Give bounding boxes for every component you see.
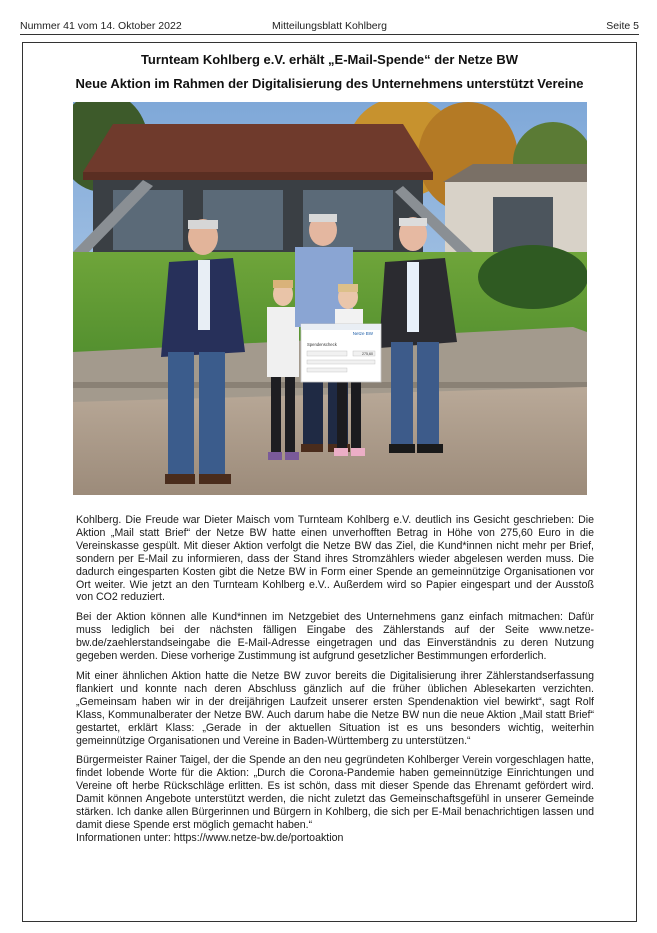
article-paragraph-2: Bei der Aktion können alle Kund*innen im Netzgebiet des Unternehmens ganz einfach mitmachen: Dafür muss lediglich bei der nächsten fälligen Eingabe des Zählerstands auf der Seite www.netze-bw.de/zaehlerstandseingabe die E-Mail-Adresse eingetragen und das Einverständnis zu deren Nutzung gegeben werden. Diese vorherige Zustimmung ist aufgrund gesetzlicher Bestimmungen erforderlich. (76, 611, 594, 663)
page-header (20, 18, 639, 34)
check-title: Spendenscheck (307, 342, 337, 347)
article-title: Turnteam Kohlberg e.V. erhält „E-Mail-Spende“ der Netze BW (140, 52, 519, 67)
info-link: Informationen unter: https://www.netze-bw.de/portoaktion (76, 831, 344, 844)
page-number: Seite 5 (606, 20, 639, 32)
article-body (76, 514, 594, 845)
article-photo (73, 102, 587, 495)
publication-name: Mitteilungsblatt Kohlberg (272, 20, 387, 32)
article-paragraph-1: Kohlberg. Die Freude war Dieter Maisch vom Turnteam Kohlberg e.V. deutlich ins Gesicht geschrieben: Die Aktion „Mail statt Brief“ der Netze BW hatte einen unverhofften Betrag in Höhe von 275,60 Euro in die Vereinskasse gespült. Mit dieser Aktion verfolgt die Netze BW das Ziel, die Kund*innen nicht mehr per Brief, sondern per E-Mail zu informieren, dass der Stand ihres Stromzählers wieder abgelesen werden muss. Die dadurch eingesparten Kosten gibt die Netze BW in Form einer Spende an gemeinnützige Organisationen vor Ort weiter. Wie jetzt an den Turnteam Kohlberg e.V.. Außerdem wird so Papier eingespart und der Ausstoß von CO2 reduziert. (76, 514, 594, 604)
check-amount: 275,60 (362, 352, 373, 357)
header-divider (20, 34, 639, 35)
article-paragraph-4: Bürgermeister Rainer Taigel, der die Spende an den neu gegründeten Kohlberger Verein vorgeschlagen hatte, findet lobende Worte für die Aktion: „Durch die Corona-Pandemie haben gemeinnützige Einrichtungen und Vereine oft herbe Rückschläge erlitten. Es ist schön, dass mit dieser Spende das Ehrenamt gefördert wird. Damit können Angebote unterstützt werden, die nicht zuletzt das Gemeinschaftsgefühl in unserer Gemeinde stärken. Ich danke allen Bürgerinnen und Bürgern in Kohlberg, die sich per E-Mail benachrichtigen lassen und damit diese Spende erst möglich gemacht haben.“ (76, 754, 594, 831)
issue-number: Nummer 41 vom 14. Oktober 2022 (20, 20, 182, 32)
article-subtitle: Neue Aktion im Rahmen der Digitalisierung des Unternehmens unterstützt Vereine (75, 76, 584, 91)
donation-check (301, 324, 381, 382)
article-paragraph-3: Mit einer ähnlichen Aktion hatte die Netze BW zuvor bereits die Digitalisierung ihrer Zählerstandserfassung flankiert und konnte nach deren Abschluss gänzlich auf die früher üblichen Ablesekarten verzichten. „Gemeinsam haben wir in der dreijährigen Laufzeit unserer ersten Spendenaktion viel bewirkt“, sagt Rolf Klass, Kommunalberater der Netze BW. Auch darum habe die Netze BW nun die neue Aktion „Mail statt Brief“ gestartet, erklärt Klass: „Gerade in der aktuellen Situation ist es uns besonders wichtig, weiterhin gemeinnützige Organisationen und Vereine in Baden-Württemberg zu unterstützen.“ (76, 669, 594, 747)
check-logo: Netze BW (352, 331, 373, 336)
